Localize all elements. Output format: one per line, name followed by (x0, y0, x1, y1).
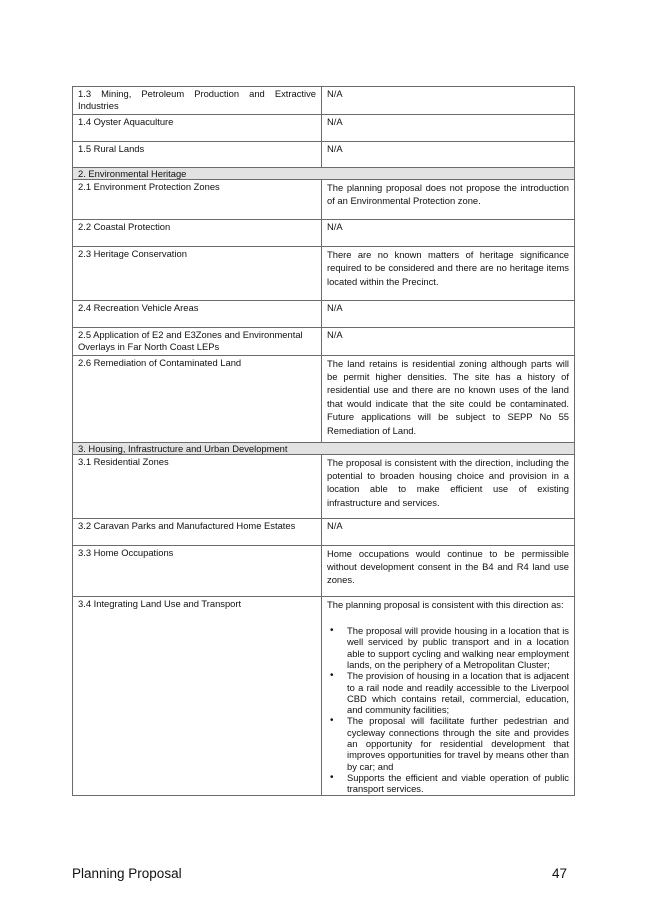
footer-title: Planning Proposal (72, 866, 182, 881)
row-label: 3.2 Caravan Parks and Manufactured Home Estates (73, 518, 322, 545)
table-row (73, 355, 575, 442)
list-item: • Supports the efficient and viable operation of public transport services. (347, 772, 569, 795)
list-item: • The provision of housing in a location that is adjacent to a rail node and readily accessible to the Liverpool CBD which contains retail, commercial, education, and community facilities; (347, 670, 569, 715)
row-label: 1.5 Rural Lands (73, 141, 322, 167)
row-value: N/A (322, 114, 575, 141)
page-number: 47 (552, 866, 568, 881)
row-label: 1.3 Mining, Petroleum Production and Extractive Industries (73, 87, 322, 115)
row-label: 2.5 Application of E2 and E3Zones and Environmental Overlays in Far North Coast LEPs (73, 327, 322, 355)
table-row (73, 300, 575, 327)
table-row (73, 219, 575, 246)
table-row (73, 87, 575, 115)
row-label: 1.4 Oyster Aquaculture (73, 114, 322, 141)
row-value: N/A (322, 219, 575, 246)
table-row (73, 454, 575, 518)
section-heading: 2. Environmental Heritage (73, 167, 575, 179)
row-value: N/A (322, 87, 575, 115)
table-row (73, 545, 575, 596)
row-value: Home occupations would continue to be permissible without development consent in the B4 and R4 land use zones. (322, 545, 575, 596)
row-label: 2.4 Recreation Vehicle Areas (73, 300, 322, 327)
row-label: 3.1 Residential Zones (73, 454, 322, 518)
bullet-list (327, 625, 569, 794)
row-label: 3.3 Home Occupations (73, 545, 322, 596)
section-heading: 3. Housing, Infrastructure and Urban Development (73, 442, 575, 454)
row-value: N/A (322, 327, 575, 355)
row-value: The planning proposal does not propose the introduction of an Environmental Protection zone. (322, 179, 575, 219)
row-label: 2.2 Coastal Protection (73, 219, 322, 246)
table-row (73, 141, 575, 167)
list-item: • The proposal will facilitate further pedestrian and cycleway connections through the site and provides an opportunity for residential development that improves opportunities for travel by means other than by car; and (347, 715, 569, 771)
row-value: The proposal is consistent with the direction, including the potential to broaden housing choice and provision in a location able to make efficient use of existing infrastructure and services. (322, 454, 575, 518)
section-header-row (73, 167, 575, 179)
row-value: N/A (322, 518, 575, 545)
row-label: 3.4 Integrating Land Use and Transport (73, 596, 322, 796)
table-row (73, 246, 575, 300)
row-value: N/A (322, 300, 575, 327)
row-label: 2.1 Environment Protection Zones (73, 179, 322, 219)
planning-table (72, 86, 575, 796)
row-value: The land retains is residential zoning although parts will be permit higher densities. The site has a history of residential use and there are no known uses of the land that would indicate that the site could be contaminated. Future applications will be subject to SEPP No 55 Remediation of Land. (322, 355, 575, 442)
list-item: • The proposal will provide housing in a location that is well serviced by public transport and in a location able to support cycling and walking near employment lands, on the periphery of a Metropolitan Cluster; (347, 625, 569, 670)
table-row (73, 327, 575, 355)
row-value: There are no known matters of heritage significance required to be considered and there are no heritage items located within the Precinct. (322, 246, 575, 300)
table-row (73, 596, 575, 796)
row-value (322, 596, 575, 796)
table-row (73, 179, 575, 219)
row-value: N/A (322, 141, 575, 167)
row-intro: The planning proposal is consistent with this direction as: (327, 598, 564, 610)
row-label: 2.3 Heritage Conservation (73, 246, 322, 300)
table-row (73, 114, 575, 141)
section-header-row (73, 442, 575, 454)
row-label: 2.6 Remediation of Contaminated Land (73, 355, 322, 442)
table-row (73, 518, 575, 545)
